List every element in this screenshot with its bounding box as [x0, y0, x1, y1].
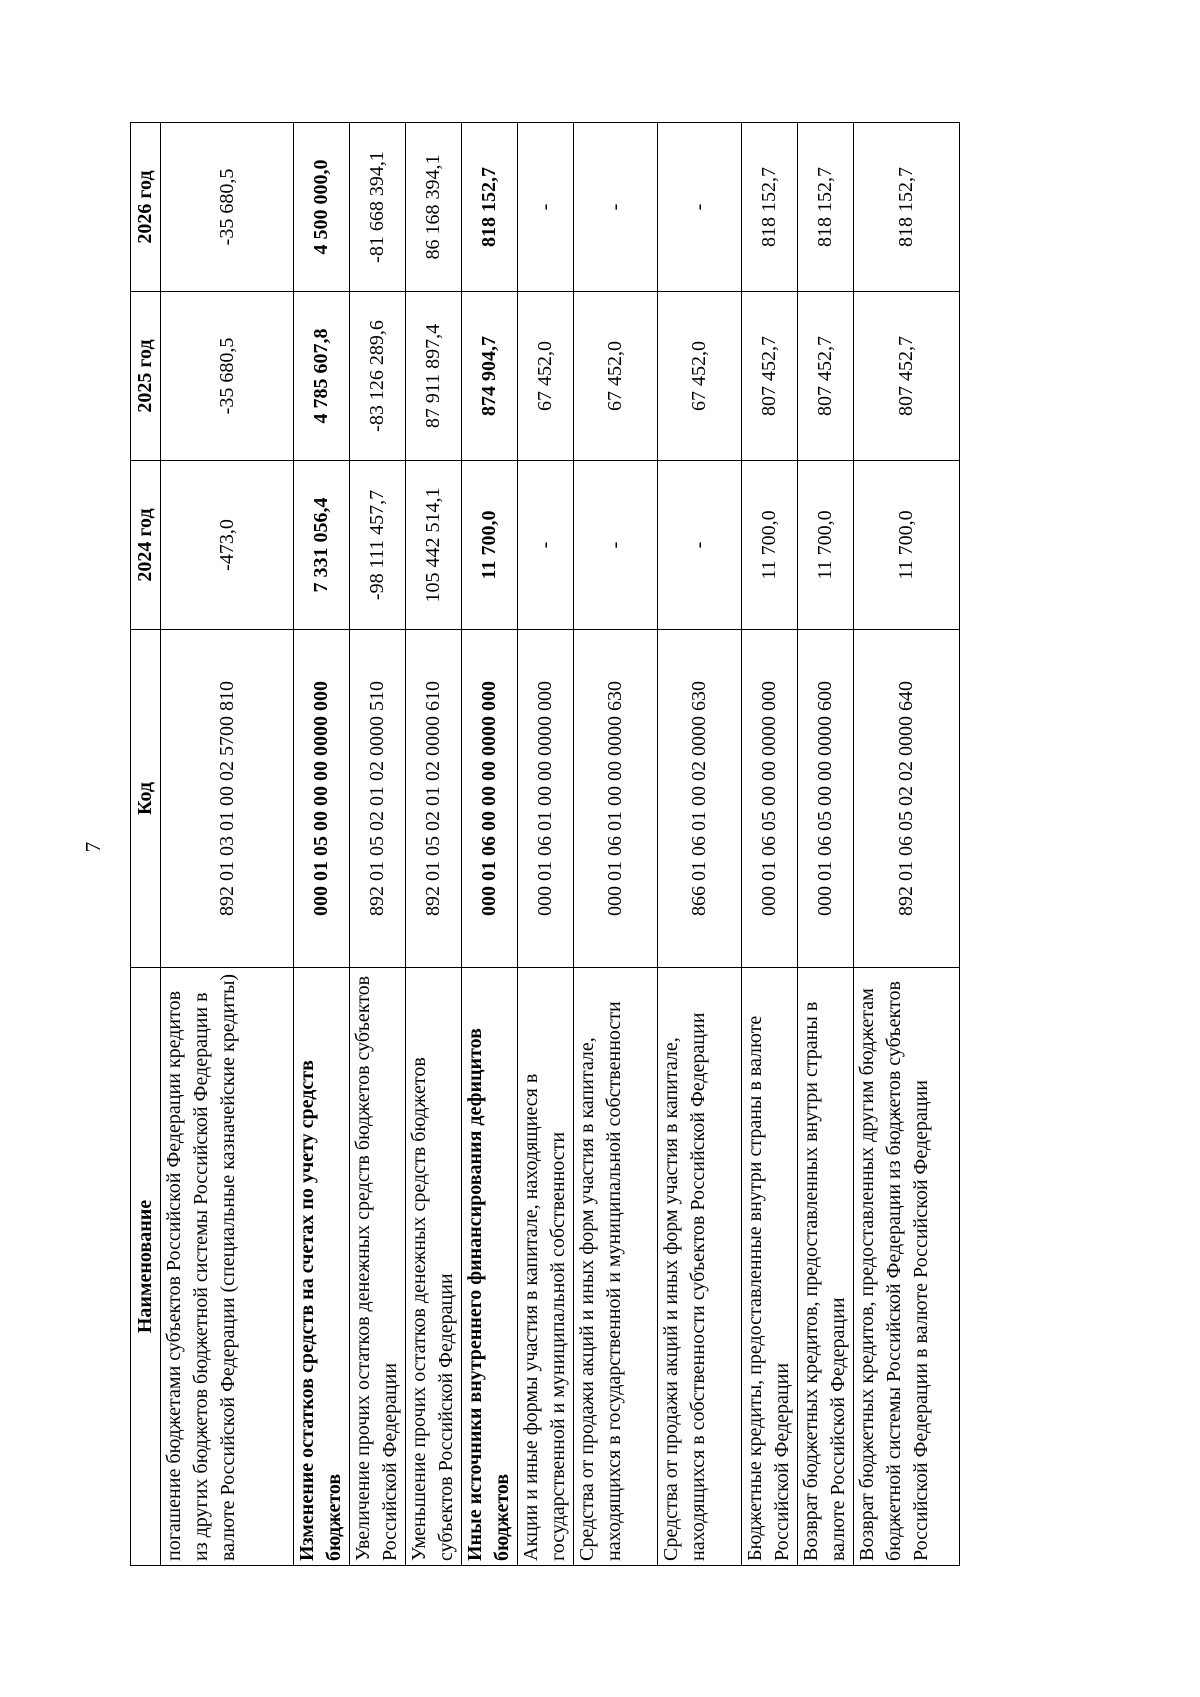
table-row: [574, 123, 658, 1566]
row-2024: -98 111 457,7: [350, 461, 406, 630]
row-2024: 11 700,0: [742, 461, 798, 630]
row-2026: -: [574, 123, 658, 292]
row-code: 892 01 06 05 02 02 0000 640: [854, 630, 960, 968]
row-2025: 67 452,0: [518, 292, 574, 461]
row-2025: 874 904,7: [462, 292, 518, 461]
row-2026: -: [658, 123, 742, 292]
row-2026: 86 168 394,1: [406, 123, 462, 292]
row-name: Акции и иные формы участия в капитале, находящиеся в государственной и муниципальной собственности: [518, 968, 574, 1566]
row-2024: -473,0: [161, 461, 294, 630]
table-row: [742, 123, 798, 1566]
header-2024: 2024 год: [131, 461, 161, 630]
row-code: 000 01 06 05 00 00 0000 000: [742, 630, 798, 968]
row-2024: 105 442 514,1: [406, 461, 462, 630]
table-row: [161, 123, 294, 1566]
table-row: [350, 123, 406, 1566]
row-name: Средства от продажи акций и иных форм участия в капитале, находящихся в собственности субъектов Российской Федерации: [658, 968, 742, 1566]
rotated-table: [130, 123, 960, 1566]
row-2026: -: [518, 123, 574, 292]
row-2026: 818 152,7: [854, 123, 960, 292]
row-2026: 4 500 000,0: [294, 123, 350, 292]
row-name: Увеличение прочих остатков денежных средств бюджетов субъектов Российской Федерации: [350, 968, 406, 1566]
row-2025: 807 452,7: [854, 292, 960, 461]
row-name: Уменьшение прочих остатков денежных средств бюджетов субъектов Российской Федерации: [406, 968, 462, 1566]
row-name: Возврат бюджетных кредитов, предоставленных внутри страны в валюте Российской Федерации: [798, 968, 854, 1566]
row-2025: 807 452,7: [798, 292, 854, 461]
row-code: 892 01 05 02 01 02 0000 510: [350, 630, 406, 968]
table-row: [518, 123, 574, 1566]
row-name: Иные источники внутреннего финансирования дефицитов бюджетов: [462, 968, 518, 1566]
row-code: 892 01 03 01 00 02 5700 810: [161, 630, 294, 968]
row-2026: -81 668 394,1: [350, 123, 406, 292]
row-name: Средства от продажи акций и иных форм участия в капитале, находящихся в государственной и муниципальной собственности: [574, 968, 658, 1566]
table-row: [462, 123, 518, 1566]
row-2025: -83 126 289,6: [350, 292, 406, 461]
header-code: Код: [131, 630, 161, 968]
sources-of-financing-table: [130, 122, 960, 1566]
row-2026: 818 152,7: [742, 123, 798, 292]
table-row: [798, 123, 854, 1566]
row-code: 866 01 06 01 00 02 0000 630: [658, 630, 742, 968]
row-name: Бюджетные кредиты, предоставленные внутри страны в валюте Российской Федерации: [742, 968, 798, 1566]
row-name: Возврат бюджетных кредитов, предоставленных другим бюджетам бюджетной системы Российской Федерации из бюджетов субъектов Российской Федерации в валюте Российской Федерации: [854, 968, 960, 1566]
row-code: 892 01 05 02 01 02 0000 610: [406, 630, 462, 968]
table-container: [130, 123, 960, 1566]
row-code: 000 01 06 00 00 00 0000 000: [462, 630, 518, 968]
row-2025: 4 785 607,8: [294, 292, 350, 461]
row-2024: 11 700,0: [462, 461, 518, 630]
header-name: Наименование: [131, 968, 161, 1566]
row-2025: 67 452,0: [574, 292, 658, 461]
row-2024: -: [518, 461, 574, 630]
row-2024: -: [574, 461, 658, 630]
page-number: 7: [81, 841, 105, 853]
row-2025: 87 911 897,4: [406, 292, 462, 461]
row-2024: -: [658, 461, 742, 630]
table-row: [658, 123, 742, 1566]
row-2025: 67 452,0: [658, 292, 742, 461]
row-2024: 11 700,0: [798, 461, 854, 630]
row-code: 000 01 06 01 00 00 0000 000: [518, 630, 574, 968]
row-2026: -35 680,5: [161, 123, 294, 292]
row-2024: 7 331 056,4: [294, 461, 350, 630]
header-2025: 2025 год: [131, 292, 161, 461]
row-code: 000 01 06 01 00 00 0000 630: [574, 630, 658, 968]
table-row: [854, 123, 960, 1566]
row-code: 000 01 06 05 00 00 0000 600: [798, 630, 854, 968]
row-2025: 807 452,7: [742, 292, 798, 461]
row-code: 000 01 05 00 00 00 0000 000: [294, 630, 350, 968]
row-name: Изменение остатков средств на счетах по учету средств бюджетов: [294, 968, 350, 1566]
table-row: [294, 123, 350, 1566]
row-2025: -35 680,5: [161, 292, 294, 461]
header-row: [131, 123, 161, 1566]
row-2024: 11 700,0: [854, 461, 960, 630]
row-2026: 818 152,7: [798, 123, 854, 292]
row-name: погашение бюджетами субъектов Российской Федерации кредитов из других бюджетов бюджетной системы Российской Федерации в валюте Российской Федерации (специальные казначейские кредиты): [161, 968, 294, 1566]
table-row: [406, 123, 462, 1566]
header-2026: 2026 год: [131, 123, 161, 292]
row-2026: 818 152,7: [462, 123, 518, 292]
